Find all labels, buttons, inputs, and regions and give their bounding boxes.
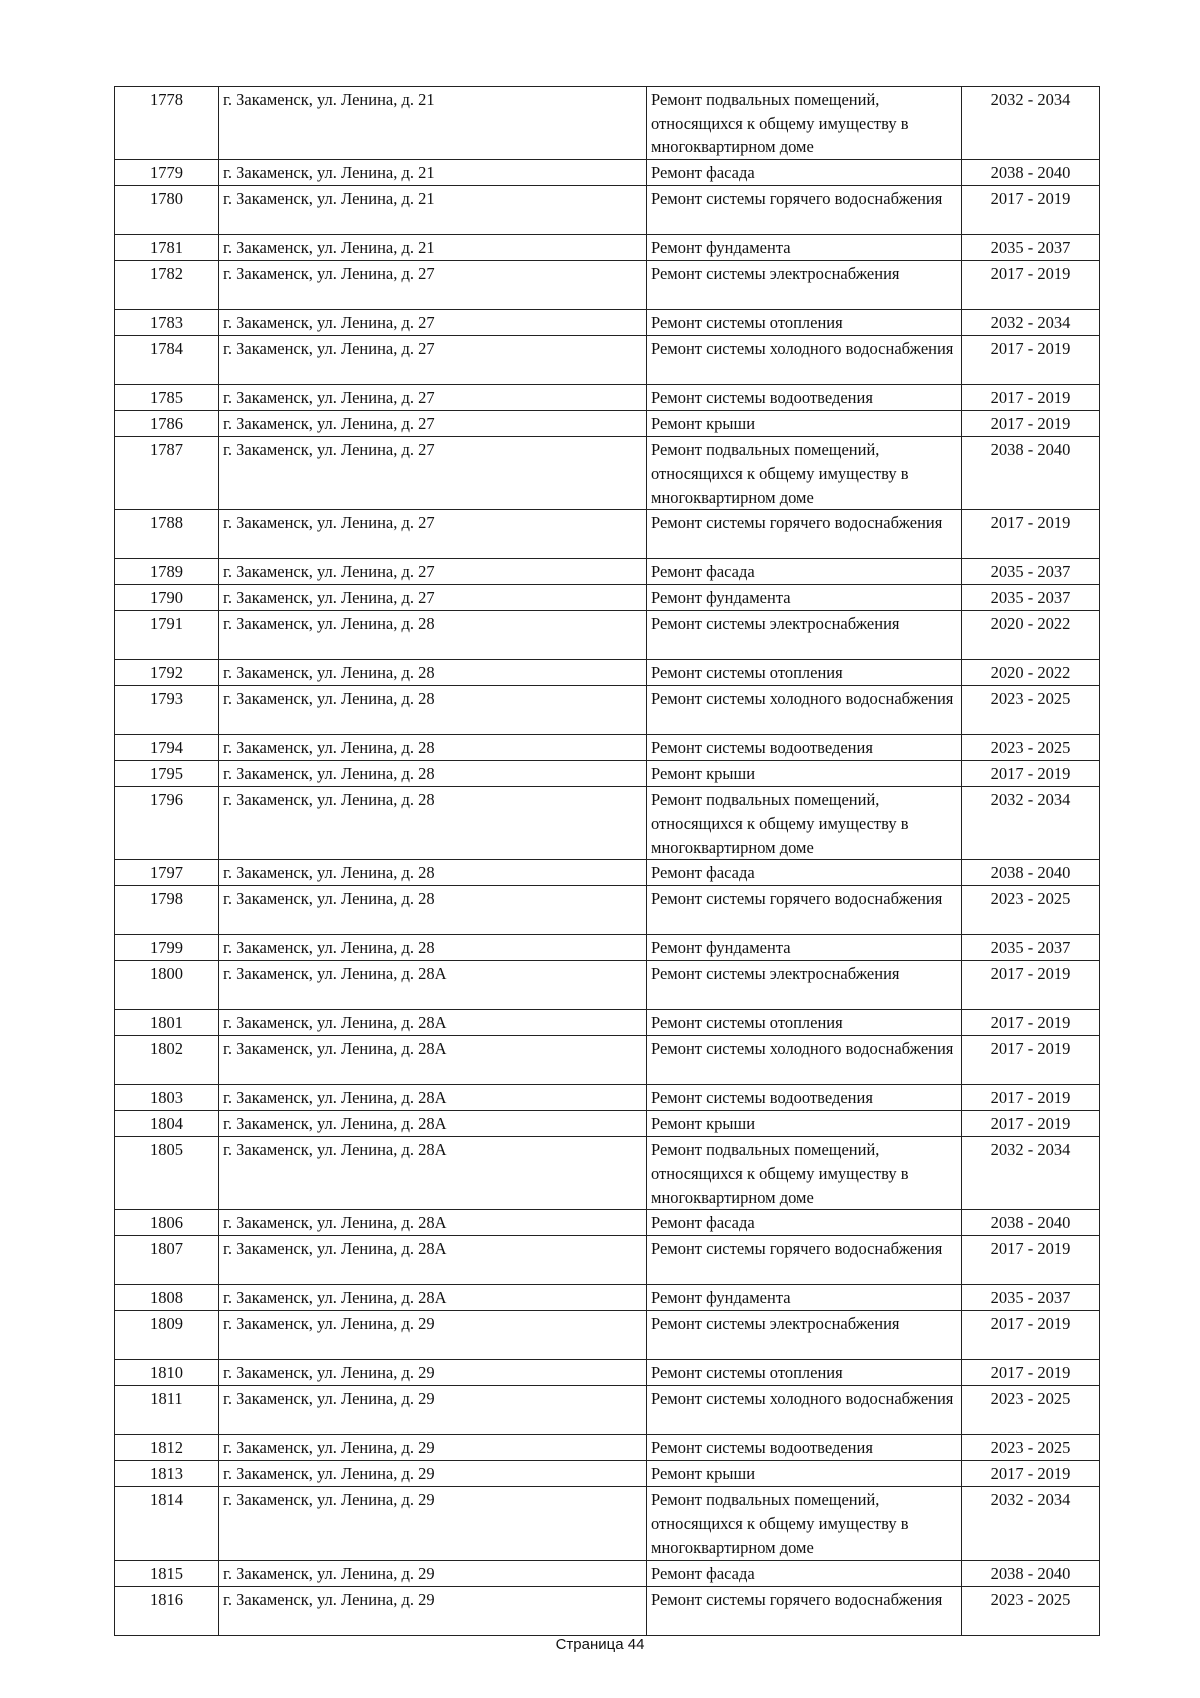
row-address: г. Закаменск, ул. Ленина, д. 27	[219, 411, 647, 437]
row-work-type: Ремонт системы водоотведения	[647, 1085, 962, 1111]
row-address: г. Закаменск, ул. Ленина, д. 21	[219, 160, 647, 186]
row-number: 1780	[115, 186, 219, 235]
table-row	[115, 660, 1100, 686]
row-number: 1795	[115, 761, 219, 787]
row-period: 2017 - 2019	[962, 1036, 1100, 1085]
row-work-type: Ремонт системы холодного водоснабжения	[647, 1036, 962, 1085]
row-work-type: Ремонт фундамента	[647, 235, 962, 261]
row-number: 1804	[115, 1111, 219, 1137]
row-address: г. Закаменск, ул. Ленина, д. 28А	[219, 961, 647, 1010]
table-row	[115, 886, 1100, 935]
row-number: 1784	[115, 336, 219, 385]
row-period: 2017 - 2019	[962, 186, 1100, 235]
row-work-type: Ремонт подвальных помещений, относящихся к общему имуществу в многоквартирном доме	[647, 787, 962, 860]
table-row	[115, 686, 1100, 735]
row-address: г. Закаменск, ул. Ленина, д. 21	[219, 186, 647, 235]
row-work-type: Ремонт системы электроснабжения	[647, 261, 962, 310]
repair-schedule-table	[114, 86, 1100, 1636]
row-address: г. Закаменск, ул. Ленина, д. 28	[219, 660, 647, 686]
row-period: 2032 - 2034	[962, 1487, 1100, 1560]
table-row	[115, 437, 1100, 510]
row-number: 1794	[115, 735, 219, 761]
row-address: г. Закаменск, ул. Ленина, д. 27	[219, 336, 647, 385]
row-work-type: Ремонт системы горячего водоснабжения	[647, 510, 962, 559]
row-address: г. Закаменск, ул. Ленина, д. 28А	[219, 1085, 647, 1111]
row-work-type: Ремонт крыши	[647, 1111, 962, 1137]
table-row	[115, 1386, 1100, 1435]
row-address: г. Закаменск, ул. Ленина, д. 28А	[219, 1010, 647, 1036]
row-work-type: Ремонт системы водоотведения	[647, 735, 962, 761]
table-row	[115, 860, 1100, 886]
row-work-type: Ремонт фундамента	[647, 1285, 962, 1311]
row-work-type: Ремонт подвальных помещений, относящихся к общему имуществу в многоквартирном доме	[647, 1487, 962, 1560]
row-number: 1807	[115, 1236, 219, 1285]
table-row	[115, 1487, 1100, 1560]
row-period: 2020 - 2022	[962, 611, 1100, 660]
row-address: г. Закаменск, ул. Ленина, д. 27	[219, 585, 647, 611]
table-row	[115, 1210, 1100, 1236]
row-address: г. Закаменск, ул. Ленина, д. 28А	[219, 1111, 647, 1137]
row-work-type: Ремонт системы горячего водоснабжения	[647, 1586, 962, 1635]
row-work-type: Ремонт системы электроснабжения	[647, 611, 962, 660]
row-number: 1803	[115, 1085, 219, 1111]
row-work-type: Ремонт системы электроснабжения	[647, 1311, 962, 1360]
row-address: г. Закаменск, ул. Ленина, д. 29	[219, 1360, 647, 1386]
row-address: г. Закаменск, ул. Ленина, д. 28	[219, 886, 647, 935]
table-row	[115, 186, 1100, 235]
row-period: 2023 - 2025	[962, 735, 1100, 761]
row-work-type: Ремонт подвальных помещений, относящихся к общему имуществу в многоквартирном доме	[647, 437, 962, 510]
row-period: 2038 - 2040	[962, 1560, 1100, 1586]
row-work-type: Ремонт крыши	[647, 1461, 962, 1487]
table-row	[115, 1036, 1100, 1085]
row-work-type: Ремонт системы холодного водоснабжения	[647, 336, 962, 385]
row-work-type: Ремонт фасада	[647, 1560, 962, 1586]
table-row	[115, 411, 1100, 437]
row-address: г. Закаменск, ул. Ленина, д. 28	[219, 761, 647, 787]
row-work-type: Ремонт системы отопления	[647, 310, 962, 336]
row-address: г. Закаменск, ул. Ленина, д. 29	[219, 1435, 647, 1461]
row-number: 1786	[115, 411, 219, 437]
row-period: 2017 - 2019	[962, 1085, 1100, 1111]
row-period: 2035 - 2037	[962, 559, 1100, 585]
row-work-type: Ремонт системы холодного водоснабжения	[647, 1386, 962, 1435]
row-period: 2035 - 2037	[962, 935, 1100, 961]
row-address: г. Закаменск, ул. Ленина, д. 28	[219, 686, 647, 735]
row-address: г. Закаменск, ул. Ленина, д. 29	[219, 1461, 647, 1487]
table-row	[115, 1236, 1100, 1285]
row-period: 2017 - 2019	[962, 336, 1100, 385]
table-row	[115, 559, 1100, 585]
row-number: 1813	[115, 1461, 219, 1487]
row-number: 1809	[115, 1311, 219, 1360]
row-work-type: Ремонт системы электроснабжения	[647, 961, 962, 1010]
row-period: 2017 - 2019	[962, 385, 1100, 411]
row-number: 1800	[115, 961, 219, 1010]
table-row	[115, 310, 1100, 336]
table-row	[115, 585, 1100, 611]
row-work-type: Ремонт системы горячего водоснабжения	[647, 186, 962, 235]
row-work-type: Ремонт системы отопления	[647, 1010, 962, 1036]
row-number: 1816	[115, 1586, 219, 1635]
row-period: 2023 - 2025	[962, 1586, 1100, 1635]
row-period: 2017 - 2019	[962, 1461, 1100, 1487]
row-period: 2017 - 2019	[962, 1311, 1100, 1360]
row-period: 2035 - 2037	[962, 585, 1100, 611]
row-number: 1798	[115, 886, 219, 935]
table-row	[115, 261, 1100, 310]
row-work-type: Ремонт системы водоотведения	[647, 1435, 962, 1461]
row-number: 1814	[115, 1487, 219, 1560]
row-number: 1811	[115, 1386, 219, 1435]
table-row	[115, 1360, 1100, 1386]
table-row	[115, 1461, 1100, 1487]
row-address: г. Закаменск, ул. Ленина, д. 28А	[219, 1285, 647, 1311]
row-number: 1799	[115, 935, 219, 961]
table-row	[115, 385, 1100, 411]
table-row	[115, 611, 1100, 660]
row-address: г. Закаменск, ул. Ленина, д. 27	[219, 310, 647, 336]
row-period: 2017 - 2019	[962, 1010, 1100, 1036]
row-number: 1790	[115, 585, 219, 611]
row-number: 1802	[115, 1036, 219, 1085]
row-period: 2017 - 2019	[962, 510, 1100, 559]
row-address: г. Закаменск, ул. Ленина, д. 28	[219, 735, 647, 761]
row-number: 1793	[115, 686, 219, 735]
row-number: 1779	[115, 160, 219, 186]
row-period: 2017 - 2019	[962, 961, 1100, 1010]
row-period: 2032 - 2034	[962, 87, 1100, 160]
row-period: 2023 - 2025	[962, 1435, 1100, 1461]
row-address: г. Закаменск, ул. Ленина, д. 29	[219, 1560, 647, 1586]
row-work-type: Ремонт фасада	[647, 559, 962, 585]
row-work-type: Ремонт системы отопления	[647, 660, 962, 686]
row-address: г. Закаменск, ул. Ленина, д. 28	[219, 611, 647, 660]
row-number: 1810	[115, 1360, 219, 1386]
row-number: 1796	[115, 787, 219, 860]
row-address: г. Закаменск, ул. Ленина, д. 27	[219, 261, 647, 310]
row-period: 2017 - 2019	[962, 1360, 1100, 1386]
row-address: г. Закаменск, ул. Ленина, д. 28А	[219, 1036, 647, 1085]
row-address: г. Закаменск, ул. Ленина, д. 28А	[219, 1210, 647, 1236]
row-period: 2032 - 2034	[962, 787, 1100, 860]
row-work-type: Ремонт фасада	[647, 860, 962, 886]
row-period: 2017 - 2019	[962, 1111, 1100, 1137]
row-number: 1791	[115, 611, 219, 660]
row-address: г. Закаменск, ул. Ленина, д. 27	[219, 559, 647, 585]
table-row	[115, 235, 1100, 261]
row-period: 2038 - 2040	[962, 860, 1100, 886]
row-number: 1778	[115, 87, 219, 160]
row-period: 2017 - 2019	[962, 411, 1100, 437]
row-work-type: Ремонт фундамента	[647, 935, 962, 961]
row-address: г. Закаменск, ул. Ленина, д. 29	[219, 1586, 647, 1635]
row-number: 1783	[115, 310, 219, 336]
row-work-type: Ремонт фасада	[647, 160, 962, 186]
row-period: 2038 - 2040	[962, 437, 1100, 510]
table-row	[115, 1311, 1100, 1360]
row-work-type: Ремонт системы горячего водоснабжения	[647, 886, 962, 935]
row-period: 2035 - 2037	[962, 235, 1100, 261]
row-number: 1808	[115, 1285, 219, 1311]
row-work-type: Ремонт системы горячего водоснабжения	[647, 1236, 962, 1285]
row-work-type: Ремонт фундамента	[647, 585, 962, 611]
row-period: 2023 - 2025	[962, 686, 1100, 735]
row-number: 1806	[115, 1210, 219, 1236]
row-number: 1815	[115, 1560, 219, 1586]
table-row	[115, 160, 1100, 186]
table-row	[115, 935, 1100, 961]
table-body	[115, 87, 1100, 1636]
row-address: г. Закаменск, ул. Ленина, д. 21	[219, 235, 647, 261]
row-address: г. Закаменск, ул. Ленина, д. 27	[219, 437, 647, 510]
row-work-type: Ремонт фасада	[647, 1210, 962, 1236]
row-number: 1792	[115, 660, 219, 686]
row-address: г. Закаменск, ул. Ленина, д. 28А	[219, 1137, 647, 1210]
row-period: 2038 - 2040	[962, 160, 1100, 186]
row-work-type: Ремонт системы водоотведения	[647, 385, 962, 411]
row-work-type: Ремонт крыши	[647, 411, 962, 437]
row-work-type: Ремонт подвальных помещений, относящихся к общему имуществу в многоквартирном доме	[647, 1137, 962, 1210]
row-number: 1805	[115, 1137, 219, 1210]
row-address: г. Закаменск, ул. Ленина, д. 27	[219, 385, 647, 411]
table-row	[115, 735, 1100, 761]
table-row	[115, 1111, 1100, 1137]
row-period: 2017 - 2019	[962, 1236, 1100, 1285]
table-row	[115, 1010, 1100, 1036]
row-number: 1781	[115, 235, 219, 261]
row-number: 1782	[115, 261, 219, 310]
row-period: 2017 - 2019	[962, 761, 1100, 787]
table-row	[115, 87, 1100, 160]
row-number: 1812	[115, 1435, 219, 1461]
row-address: г. Закаменск, ул. Ленина, д. 29	[219, 1487, 647, 1560]
row-address: г. Закаменск, ул. Ленина, д. 28	[219, 860, 647, 886]
row-address: г. Закаменск, ул. Ленина, д. 21	[219, 87, 647, 160]
table-row	[115, 1586, 1100, 1635]
row-number: 1789	[115, 559, 219, 585]
table-row	[115, 1137, 1100, 1210]
row-period: 2032 - 2034	[962, 310, 1100, 336]
row-address: г. Закаменск, ул. Ленина, д. 28А	[219, 1236, 647, 1285]
row-number: 1801	[115, 1010, 219, 1036]
table-row	[115, 1560, 1100, 1586]
row-period: 2023 - 2025	[962, 1386, 1100, 1435]
row-period: 2020 - 2022	[962, 660, 1100, 686]
row-number: 1785	[115, 385, 219, 411]
row-period: 2035 - 2037	[962, 1285, 1100, 1311]
row-work-type: Ремонт системы холодного водоснабжения	[647, 686, 962, 735]
row-period: 2023 - 2025	[962, 886, 1100, 935]
row-period: 2017 - 2019	[962, 261, 1100, 310]
row-number: 1788	[115, 510, 219, 559]
row-number: 1787	[115, 437, 219, 510]
row-work-type: Ремонт системы отопления	[647, 1360, 962, 1386]
row-address: г. Закаменск, ул. Ленина, д. 29	[219, 1311, 647, 1360]
row-period: 2038 - 2040	[962, 1210, 1100, 1236]
row-work-type: Ремонт подвальных помещений, относящихся к общему имуществу в многоквартирном доме	[647, 87, 962, 160]
table-row	[115, 1085, 1100, 1111]
table-row	[115, 510, 1100, 559]
table-row	[115, 761, 1100, 787]
table-row	[115, 336, 1100, 385]
table-row	[115, 787, 1100, 860]
row-work-type: Ремонт крыши	[647, 761, 962, 787]
table-row	[115, 1435, 1100, 1461]
table-row	[115, 1285, 1100, 1311]
row-address: г. Закаменск, ул. Ленина, д. 28	[219, 787, 647, 860]
row-number: 1797	[115, 860, 219, 886]
row-address: г. Закаменск, ул. Ленина, д. 28	[219, 935, 647, 961]
row-address: г. Закаменск, ул. Ленина, д. 27	[219, 510, 647, 559]
row-period: 2032 - 2034	[962, 1137, 1100, 1210]
row-address: г. Закаменск, ул. Ленина, д. 29	[219, 1386, 647, 1435]
page-number: Страница 44	[555, 1636, 645, 1653]
table-row	[115, 961, 1100, 1010]
